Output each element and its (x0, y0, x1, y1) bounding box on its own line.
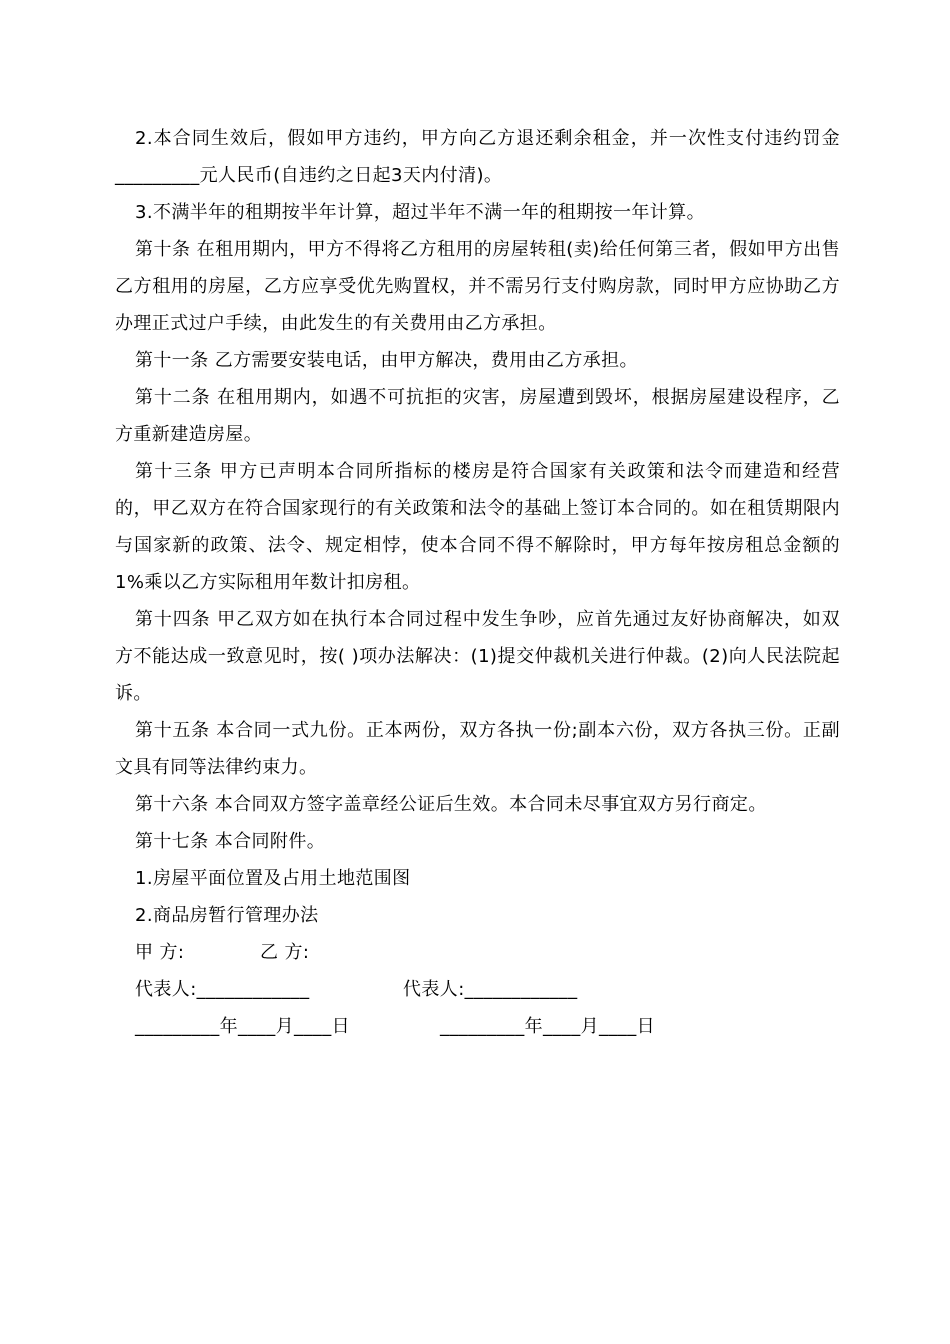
article-15: 第十五条 本合同一式九份。正本两份，双方各执一份;副本六份，双方各执三份。正副文具有同等法律约束力。 (115, 720, 840, 778)
attachment-1: 1.房屋平面位置及占用土地范围图 (135, 868, 411, 889)
signature-parties-row (115, 934, 840, 971)
party-b-representative: 代表人:____________ (403, 979, 578, 1000)
signature-representative-row (115, 971, 840, 1008)
party-b-label: 乙 方: (260, 942, 310, 963)
party-a-representative: 代表人:____________ (135, 979, 310, 1000)
party-b-date: _________年____月____日 (440, 1016, 655, 1037)
party-a-date: _________年____月____日 (135, 1016, 350, 1037)
article-17: 第十七条 本合同附件。 (135, 831, 326, 852)
signature-date-row (115, 1008, 840, 1045)
party-a-label: 甲 方: (135, 942, 185, 963)
attachment-2: 2.商品房暂行管理办法 (135, 905, 319, 926)
article-10: 第十条 在租用期内，甲方不得将乙方租用的房屋转租(卖)给任何第三者，假如甲方出售乙方租用的房屋，乙方应享受优先购置权，并不需另行支付购房款，同时甲方应协助乙方办理正式过户手续，由此发生的有关费用由乙方承担。 (115, 239, 840, 334)
article-11: 第十一条 乙方需要安装电话，由甲方解决，费用由乙方承担。 (135, 350, 638, 371)
clause-penalty: 2.本合同生效后，假如甲方违约，甲方向乙方退还剩余租金，并一次性支付违约罚金 _________元人民币(自违约之日起3天内付清)。 (115, 128, 840, 186)
document-body (115, 120, 840, 1045)
article-13: 第十三条 甲方已声明本合同所指标的楼房是符合国家有关政策和法令而建造和经营的，甲乙双方在符合国家现行的有关政策和法令的基础上签订本合同的。如在租赁期限内与国家新的政策、法令、规定相悖，使本合同不得不解除时，甲方每年按房租总金额的1%乘以乙方实际租用年数计扣房租。 (115, 461, 840, 593)
article-16: 第十六条 本合同双方签字盖章经公证后生效。本合同未尽事宜双方另行商定。 (135, 794, 767, 815)
clause-term-calculation: 3.不满半年的租期按半年计算，超过半年不满一年的租期按一年计算。 (135, 202, 705, 223)
article-14: 第十四条 甲乙双方如在执行本合同过程中发生争吵，应首先通过友好协商解决，如双方不能达成一致意见时，按( )项办法解决：(1)提交仲裁机关进行仲裁。(2)向人民法院起诉。 (115, 609, 840, 704)
article-12: 第十二条 在租用期内，如遇不可抗拒的灾害，房屋遭到毁坏，根据房屋建设程序，乙方重新建造房屋。 (115, 387, 840, 445)
